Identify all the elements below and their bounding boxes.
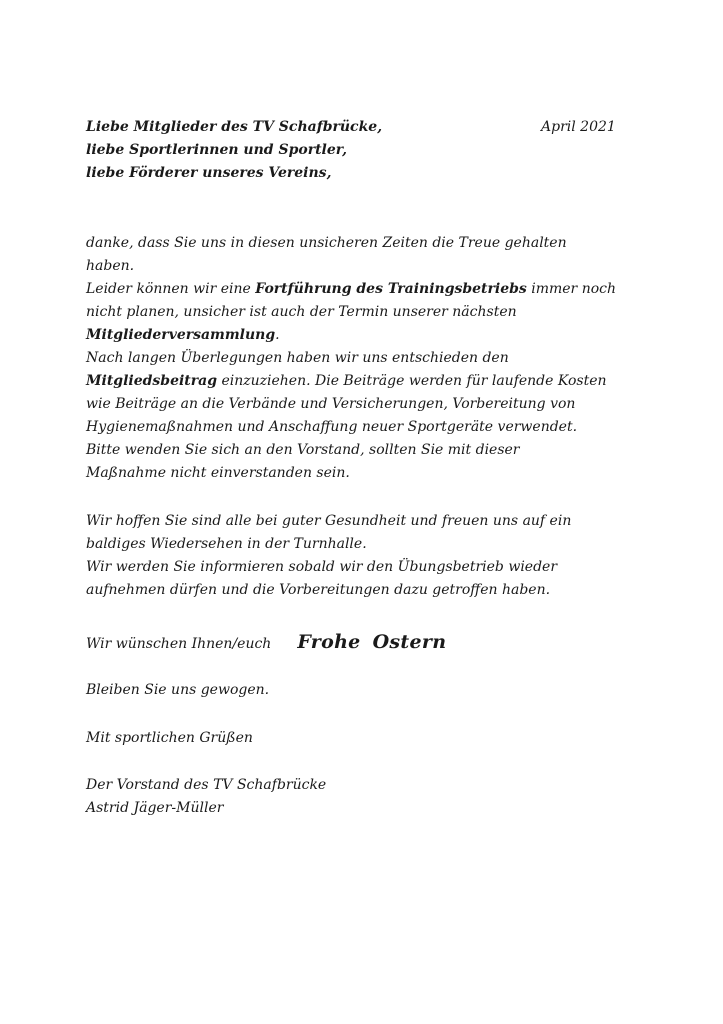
body-line <box>86 370 607 392</box>
body-line <box>86 278 616 300</box>
body-line: nicht planen, unsicher ist auch der Termin unserer nächsten <box>86 304 517 320</box>
wish-frohe: Frohe <box>297 631 361 653</box>
signature-line-2: Astrid Jäger-Müller <box>86 800 224 816</box>
highlight-fee: Mitgliedsbeitrag <box>86 373 218 389</box>
highlight-meeting: Mitgliederversammlung <box>86 327 276 343</box>
body-text: immer noch <box>526 281 617 297</box>
highlight-training: Fortführung des Trainingsbetriebs <box>255 281 527 297</box>
body-line: danke, dass Sie uns in diesen unsicheren Zeiten die Treue gehalten <box>86 235 567 251</box>
salutation-line-1: Liebe Mitglieder des TV Schafbrücke, <box>86 119 383 135</box>
body-line <box>86 324 280 346</box>
body-line: baldiges Wiedersehen in der Turnhalle. <box>86 536 367 552</box>
closing-line-1: Bleiben Sie uns gewogen. <box>86 682 270 698</box>
body-text: . <box>275 327 280 343</box>
body-line: Hygienemaßnahmen und Anschaffung neuer Sportgeräte verwendet. <box>86 419 578 435</box>
salutation-line-3: liebe Förderer unseres Vereins, <box>86 165 332 181</box>
salutation-line-2: liebe Sportlerinnen und Sportler, <box>86 142 347 158</box>
body-line: Wir hoffen Sie sind alle bei guter Gesundheit und freuen uns auf ein <box>86 513 572 529</box>
closing-line-2: Mit sportlichen Grüßen <box>86 730 253 746</box>
wish-prefix: Wir wünschen Ihnen/euch <box>86 636 272 652</box>
body-line: Nach langen Überlegungen haben wir uns entschieden den <box>86 350 509 366</box>
body-line: wie Beiträge an die Verbände und Versicherungen, Vorbereitung von <box>86 396 576 412</box>
body-text: Leider können wir eine <box>86 281 256 297</box>
body-line: Wir werden Sie informieren sobald wir den Übungsbetrieb wieder <box>86 559 558 575</box>
easter-wish <box>86 631 446 655</box>
body-line: Bitte wenden Sie sich an den Vorstand, sollten Sie mit dieser <box>86 442 520 458</box>
body-line: Maßnahme nicht einverstanden sein. <box>86 465 350 481</box>
letter-date: April 2021 <box>541 119 616 135</box>
body-line: aufnehmen dürfen und die Vorbereitungen dazu getroffen haben. <box>86 582 551 598</box>
signature-line-1: Der Vorstand des TV Schafbrücke <box>86 777 327 793</box>
body-line: haben. <box>86 258 135 274</box>
body-text: einzuziehen. Die Beiträge werden für laufende Kosten <box>217 373 607 389</box>
wish-ostern: Ostern <box>372 631 447 653</box>
